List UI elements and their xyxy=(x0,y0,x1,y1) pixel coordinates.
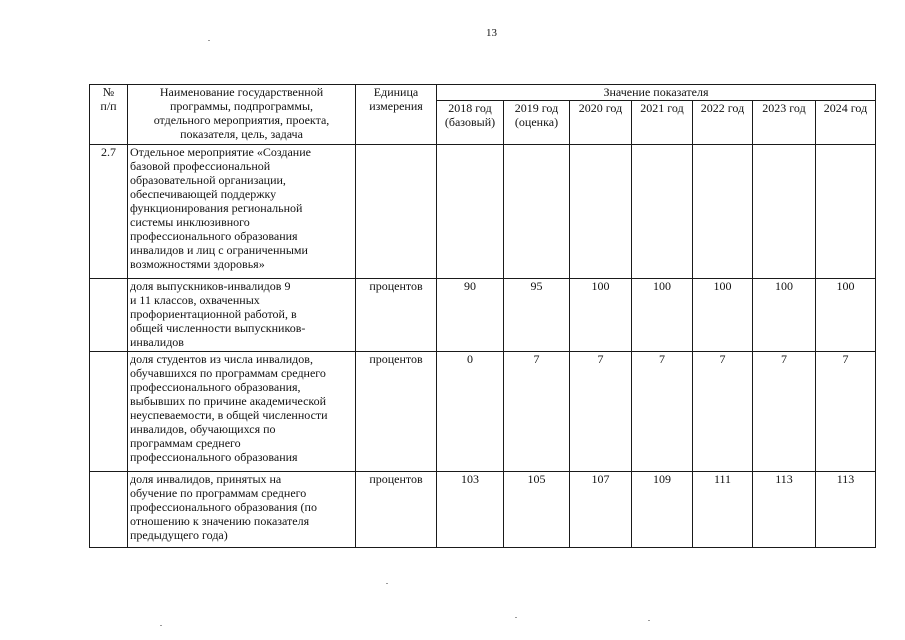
value-2022: 7 xyxy=(693,352,753,472)
scan-speck xyxy=(515,617,517,618)
value-2019: 7 xyxy=(504,352,570,472)
value-2019: 95 xyxy=(504,279,570,352)
row-name: Отдельное мероприятие «Создание базовой профессиональной образовательной организации, обеспечивающей поддержку функционирования региональной системы инклюзивного профессионального образования инвалидов и лиц с ограниченными возможностями здоровья» xyxy=(128,145,356,279)
header-year-2019: 2019 год (оценка) xyxy=(504,101,570,145)
table-row xyxy=(90,352,876,472)
value-2024 xyxy=(816,145,876,279)
header-value-group: Значение показателя xyxy=(437,85,876,101)
header-year-2023: 2023 год xyxy=(753,101,816,145)
row-name: доля выпускников-инвалидов 9 и 11 классов, охваченных профориентационной работой, в общей численности выпускников- инвалидов xyxy=(128,279,356,352)
value-2018: 0 xyxy=(437,352,504,472)
scan-speck xyxy=(648,620,650,621)
value-2018: 90 xyxy=(437,279,504,352)
header-row xyxy=(90,85,876,101)
row-name: доля инвалидов, принятых на обучение по программам среднего профессионального образования (по отношению к значению показателя предыдущего года) xyxy=(128,472,356,548)
row-number xyxy=(90,352,128,472)
value-2023: 100 xyxy=(753,279,816,352)
value-2021: 7 xyxy=(632,352,693,472)
page-number: 13 xyxy=(486,27,497,39)
value-2023: 7 xyxy=(753,352,816,472)
value-2019: 105 xyxy=(504,472,570,548)
value-2022: 111 xyxy=(693,472,753,548)
table-row xyxy=(90,145,876,279)
value-2021 xyxy=(632,145,693,279)
value-2019 xyxy=(504,145,570,279)
header-row-number: № п/п xyxy=(90,85,128,145)
value-2020: 7 xyxy=(570,352,632,472)
value-2023 xyxy=(753,145,816,279)
value-2021: 109 xyxy=(632,472,693,548)
value-2020: 107 xyxy=(570,472,632,548)
header-year-2024: 2024 год xyxy=(816,101,876,145)
table-row xyxy=(90,279,876,352)
value-2024: 7 xyxy=(816,352,876,472)
scan-speck xyxy=(208,40,210,41)
value-2024: 100 xyxy=(816,279,876,352)
row-unit: процентов xyxy=(356,472,437,548)
row-unit xyxy=(356,145,437,279)
header-year-2022: 2022 год xyxy=(693,101,753,145)
header-name: Наименование государственной программы, подпрограммы, отдельного мероприятия, проекта, показателя, цель, задача xyxy=(128,85,356,145)
row-number xyxy=(90,472,128,548)
scan-speck xyxy=(160,625,162,626)
indicator-table xyxy=(89,84,876,548)
row-number xyxy=(90,279,128,352)
row-unit: процентов xyxy=(356,352,437,472)
header-year-2020: 2020 год xyxy=(570,101,632,145)
row-unit: процентов xyxy=(356,279,437,352)
value-2023: 113 xyxy=(753,472,816,548)
value-2020: 100 xyxy=(570,279,632,352)
value-2022: 100 xyxy=(693,279,753,352)
value-2022 xyxy=(693,145,753,279)
header-year-2018: 2018 год (базовый) xyxy=(437,101,504,145)
value-2020 xyxy=(570,145,632,279)
scan-speck xyxy=(386,583,388,584)
header-year-2021: 2021 год xyxy=(632,101,693,145)
value-2021: 100 xyxy=(632,279,693,352)
table-row xyxy=(90,472,876,548)
value-2018: 103 xyxy=(437,472,504,548)
header-unit: Единица измерения xyxy=(356,85,437,145)
value-2018 xyxy=(437,145,504,279)
value-2024: 113 xyxy=(816,472,876,548)
row-name: доля студентов из числа инвалидов, обучавшихся по программам среднего профессионального образования, выбывших по причине академической неуспеваемости, в общей численности инвалидов, обучающихся по программам среднего профессионального образования xyxy=(128,352,356,472)
row-number: 2.7 xyxy=(90,145,128,279)
